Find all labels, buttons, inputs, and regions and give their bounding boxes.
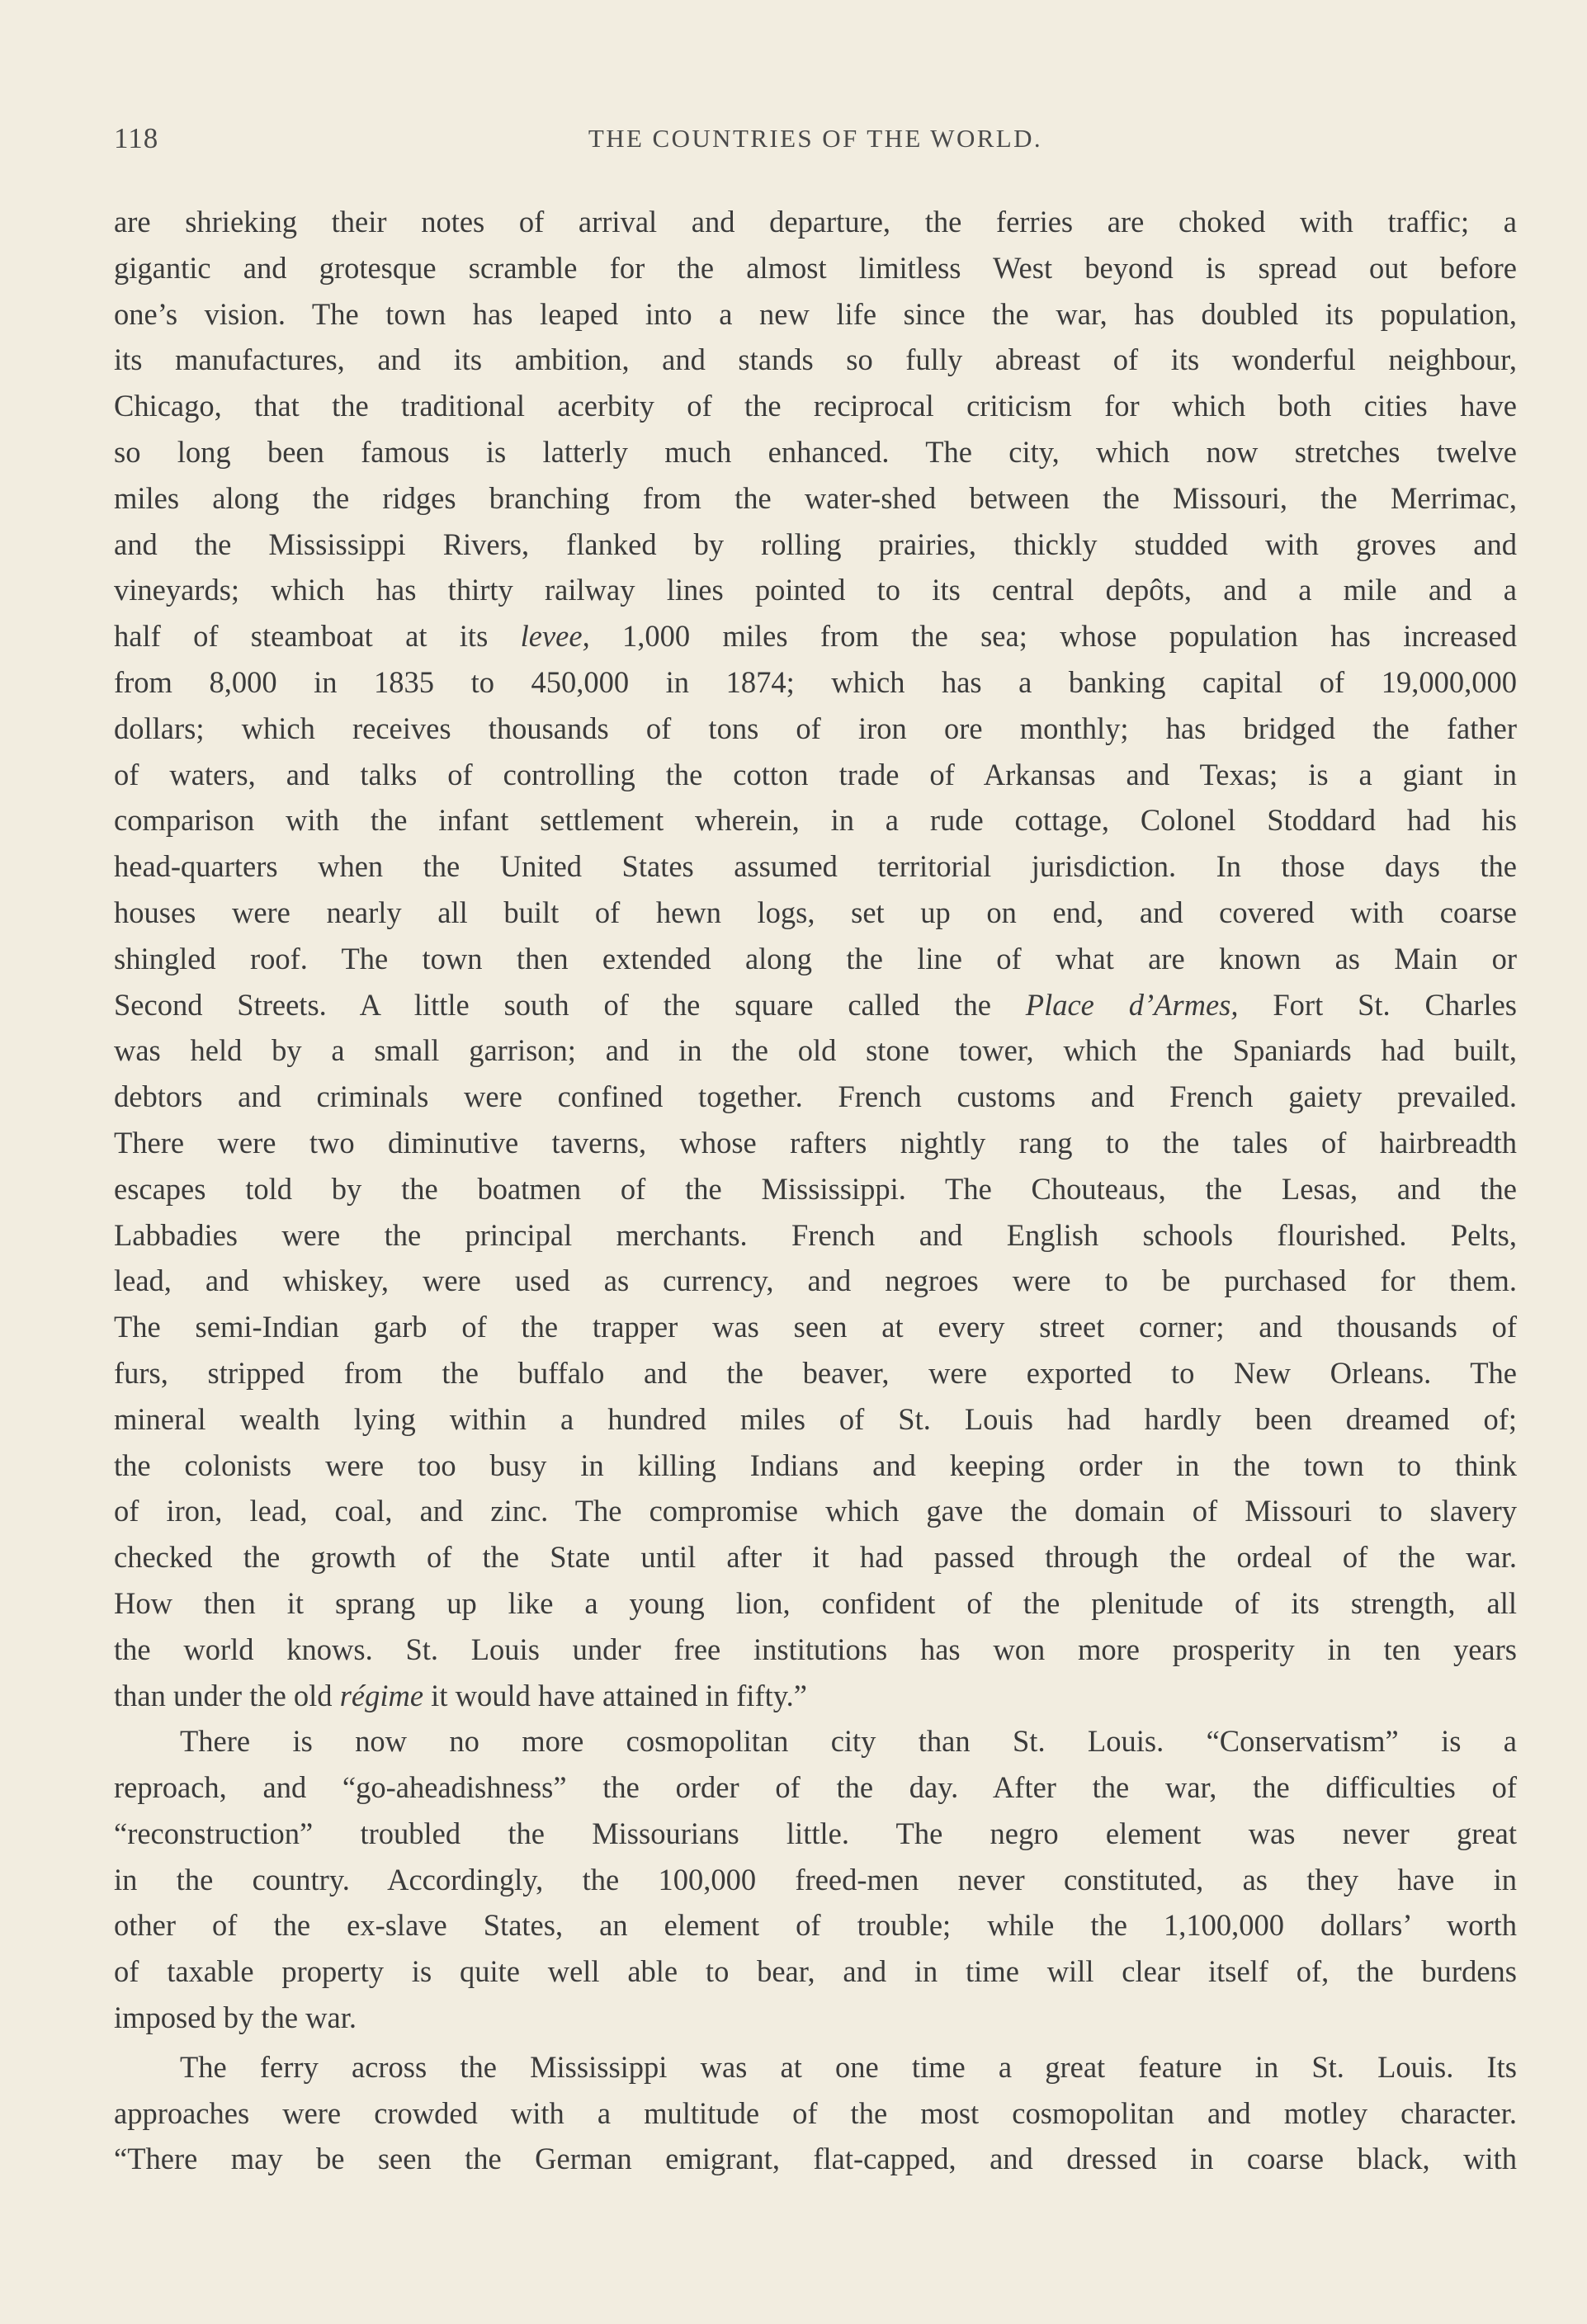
text-line: The ferry across the Mississippi was at one time a great feature in St. Louis. Its: [180, 2049, 1517, 2084]
text-line: the world knows. St. Louis under free institutions has won more prosperity in ten years: [114, 1632, 1517, 1666]
text-line: of iron, lead, coal, and zinc. The compromise which gave the domain of Missouri to slavery: [114, 1494, 1517, 1528]
paragraph-2: [114, 1718, 1517, 2041]
text-segment: half of steamboat at its: [114, 619, 489, 654]
text-line: of waters, and talks of controlling the cotton trade of Arkansas and Texas; is a giant in: [114, 757, 1517, 791]
text-line: and the Mississippi Rivers, flanked by rolling prairies, thickly studded with groves and: [114, 527, 1517, 561]
text-line: houses were nearly all built of hewn logs, set up on end, and covered with coarse: [114, 895, 1517, 929]
paragraph-1: [114, 199, 1517, 1718]
text-line: are shrieking their notes of arrival and departure, the ferries are choked with traffic; a: [114, 205, 1517, 239]
text-line: Chicago, that the traditional acerbity of the reciprocal criticism for which both cities have: [114, 389, 1517, 423]
text-line: There is now no more cosmopolitan city than St. Louis. “Conservatism” is a: [180, 1724, 1517, 1759]
text-line: The semi-Indian garb of the trapper was seen at every street corner; and thousands of: [114, 1310, 1517, 1344]
italic-levee: levee,: [520, 619, 590, 654]
text-line: other of the ex-slave States, an element of trouble; while the 1,100,000 dollars’ worth: [114, 1908, 1517, 1943]
text-line: of taxable property is quite well able to bear, and in time will clear itself of, the burdens: [114, 1954, 1517, 1989]
text-line: lead, and whiskey, were used as currency, and negroes were to be purchased for them.: [114, 1264, 1517, 1298]
text-line: one’s vision. The town has leaped into a new life since the war, has doubled its population,: [114, 296, 1517, 331]
text-segment: Fort St. Charles: [1238, 987, 1517, 1022]
text-line: the colonists were too busy in killing Indians and keeping order in the town to think: [114, 1448, 1517, 1482]
text-line: from 8,000 in 1835 to 450,000 in 1874; which has a banking capital of 19,000,000: [114, 664, 1517, 699]
text-segment: than under the old: [114, 1678, 333, 1712]
text-line: “reconstruction” troubled the Missourians little. The negro element was never great: [114, 1816, 1517, 1850]
text-line: furs, stripped from the buffalo and the beaver, were exported to New Orleans. The: [114, 1355, 1517, 1390]
text-line: debtors and criminals were confined together. French customs and French gaiety prevailed.: [114, 1079, 1517, 1114]
paragraph-3: [114, 2044, 1517, 2182]
text-line: shingled roof. The town then extended along the line of what are known as Main or: [114, 941, 1517, 975]
text-segment: Second Streets. A little south of the square called the: [114, 987, 991, 1022]
text-line: checked the growth of the State until after it had passed through the ordeal of the war.: [114, 1540, 1517, 1575]
text-line: imposed by the war.: [114, 2000, 357, 2035]
text-line: [114, 613, 1517, 659]
text-line: so long been famous is latterly much enhanced. The city, which now stretches twelve: [114, 434, 1517, 469]
text-line: Labbadies were the principal merchants. French and English schools flourished. Pelts,: [114, 1217, 1517, 1252]
text-line: [114, 982, 1517, 1028]
text-line: head-quarters when the United States assumed territorial jurisdiction. In those days the: [114, 849, 1517, 884]
text-line: comparison with the infant settlement wherein, in a rude cottage, Colonel Stoddard had his: [114, 803, 1517, 838]
body-text: [114, 199, 1517, 2182]
text-line: [114, 1673, 1517, 1719]
text-line: mineral wealth lying within a hundred miles of St. Louis had hardly been dreamed of;: [114, 1401, 1517, 1436]
text-line: dollars; which receives thousands of tons of iron ore monthly; has bridged the father: [114, 711, 1517, 745]
text-line: reproach, and “go-aheadishness” the order of the day. After the war, the difficulties of: [114, 1770, 1517, 1805]
text-line: gigantic and grotesque scramble for the almost limitless West beyond is spread out before: [114, 250, 1517, 285]
italic-regime: régime: [339, 1678, 424, 1712]
italic-place-d-armes: Place d’Armes,: [1025, 987, 1239, 1022]
text-segment: 1,000 miles from the sea; whose population has increased: [589, 619, 1517, 654]
page-number: 118: [114, 122, 159, 154]
text-segment: it would have attained in fifty.”: [423, 1678, 807, 1712]
text-line: There were two diminutive taverns, whose rafters nightly rang to the tales of hairbreadth: [114, 1125, 1517, 1160]
text-line: vineyards; which has thirty railway lines pointed to its central depôts, and a mile and a: [114, 573, 1517, 607]
text-line: its manufactures, and its ambition, and stands so fully abreast of its wonderful neighbour,: [114, 342, 1517, 377]
text-line: was held by a small garrison; and in the old stone tower, which the Spaniards had built,: [114, 1033, 1517, 1068]
text-line: How then it sprang up like a young lion, confident of the plenitude of its strength, all: [114, 1585, 1517, 1620]
text-line: approaches were crowded with a multitude of the most cosmopolitan and motley character.: [114, 2095, 1517, 2130]
running-title: THE COUNTRIES OF THE WORLD.: [588, 124, 1043, 153]
running-head: [114, 122, 1517, 163]
text-line: escapes told by the boatmen of the Mississippi. The Chouteaus, the Lesas, and the: [114, 1171, 1517, 1206]
text-line: in the country. Accordingly, the 100,000 freed-men never constituted, as they have in: [114, 1862, 1517, 1897]
text-line: “There may be seen the German emigrant, flat-capped, and dressed in coarse black, with: [114, 2142, 1517, 2176]
text-line: miles along the ridges branching from the water-shed between the Missouri, the Merrimac,: [114, 480, 1517, 515]
